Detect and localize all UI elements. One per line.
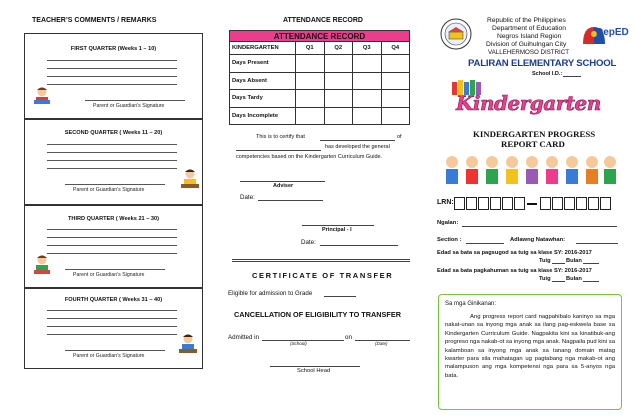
lrn-label: LRN:: [437, 199, 454, 206]
deped-logo-text: DepED: [596, 27, 629, 38]
column-header: Q4: [381, 42, 410, 55]
comment-line[interactable]: [47, 334, 177, 335]
table-row: [230, 55, 410, 73]
attendance-cell[interactable]: [324, 55, 353, 73]
attendance-cell[interactable]: [353, 107, 382, 125]
attendance-cell[interactable]: [324, 72, 353, 90]
lrn-digit-box[interactable]: [540, 197, 551, 210]
table-row: [230, 90, 410, 108]
birthday-label: Adlawng Natawhan:: [510, 237, 566, 243]
age-end-tuig: Tuig: [539, 276, 551, 282]
school-head-line[interactable]: [270, 366, 360, 367]
kindergarten-banner: Kindergarten: [456, 91, 601, 115]
parents-letter-box: [438, 294, 622, 410]
signature-line[interactable]: [65, 269, 165, 270]
letter-body: Ang progress report card nagpahibalo kaninyo sa mga nakat-unan sa inyong mga anak sa ilang pag-eskwela base sa Kindergarten Curriculum Guide. Nagpakita kini sa kinatibuk-ang progreso nga nakab-ot sa inyong mga anak. Nagpaila pud kini sa kalamboan sa inyong mga anak sa tanang domain matag kwarter para sila mahatagan ug pagtabang nga makab-ot ang malampuson ang mga kompetensi nga para sa 5-anyos nga bata.: [445, 314, 615, 379]
lrn-digit-box[interactable]: [454, 197, 465, 210]
attendance-cell[interactable]: [324, 107, 353, 125]
comment-line[interactable]: [47, 144, 177, 145]
birthday-line[interactable]: [576, 243, 618, 244]
attendance-cell[interactable]: [296, 107, 325, 125]
adviser-label: Adviser: [273, 183, 294, 189]
certify-line2: has developed the general: [325, 144, 390, 150]
lrn-digit-box[interactable]: [576, 197, 587, 210]
children-group-icon: [440, 152, 620, 192]
lrn-digit-box[interactable]: [564, 197, 575, 210]
comment-line[interactable]: [47, 229, 177, 230]
comment-line[interactable]: [47, 326, 177, 327]
column-header: KINDERGARTEN: [230, 42, 296, 55]
attendance-table-header: ATTENDANCE RECORD: [230, 31, 410, 42]
third-quarter-box: [24, 205, 203, 288]
lrn-digit-box[interactable]: [588, 197, 599, 210]
signature-line[interactable]: [65, 184, 165, 185]
lrn-digit-box[interactable]: [514, 197, 525, 210]
principal-label: Principal - I: [322, 227, 352, 233]
fourth-quarter-box: [24, 288, 203, 369]
age-start-bulan-line[interactable]: [583, 263, 599, 264]
comment-line[interactable]: [47, 68, 177, 69]
age-start-bulan: Bulan: [566, 258, 582, 264]
signature-line[interactable]: [65, 350, 165, 351]
admitted-label: Admitted in: [228, 334, 259, 341]
certify-line1-end: of: [397, 134, 402, 140]
report-title-line1: KINDERGARTEN PROGRESS: [473, 129, 596, 139]
section-line[interactable]: [466, 243, 504, 244]
teacher-comments-title: TEACHER’S COMMENTS / REMARKS: [32, 17, 157, 24]
comment-line[interactable]: [47, 152, 177, 153]
row-label: Days Incomplete: [230, 107, 296, 125]
comment-line[interactable]: [47, 160, 177, 161]
lrn-dash: [527, 203, 537, 205]
school-id-label: School I.D.:: [532, 71, 563, 77]
column-header: Q2: [324, 42, 353, 55]
grade-line[interactable]: [324, 296, 356, 297]
principal-signature-line[interactable]: [302, 225, 374, 226]
comment-line[interactable]: [47, 310, 177, 311]
report-title-line2: REPORT CARD: [501, 139, 565, 149]
attendance-cell[interactable]: [296, 72, 325, 90]
date-label: Date:: [240, 194, 255, 201]
divider: [232, 261, 410, 262]
republic-label: Republic of the Philippines: [487, 17, 566, 24]
parent-signature-label: Parent or Guardian’s Signature: [73, 272, 145, 278]
school-sub-label: (School): [290, 341, 307, 346]
first-quarter-box: [24, 33, 203, 119]
cancel-title: CANCELLATION OF ELIGIBILITY TO TRANSFER: [234, 310, 402, 319]
second-quarter-box: [24, 119, 203, 205]
region-label: Negros Island Region: [497, 33, 562, 40]
certify-line3: competencies based on the Kindergarten Curriculum Guide.: [236, 154, 383, 160]
school-seal-icon: [440, 18, 472, 50]
district-label: VALLEHERMOSO DISTRICT: [488, 49, 570, 56]
dept-label: Department of Education: [492, 25, 566, 32]
lrn-digit-box[interactable]: [466, 197, 477, 210]
attendance-table: [229, 30, 410, 125]
fourth-quarter-title: FOURTH QUARTER ( Weeks 31 – 40): [64, 297, 163, 303]
comment-line[interactable]: [47, 237, 177, 238]
attendance-title: ATTENDANCE RECORD: [283, 17, 363, 24]
eligible-label: Eligible for admission to Grade: [228, 290, 313, 297]
parent-signature-label: Parent or Guardian’s Signature: [93, 103, 165, 109]
lrn-digit-box[interactable]: [502, 197, 513, 210]
row-label: Days Tardy: [230, 90, 296, 108]
attendance-cell[interactable]: [381, 107, 410, 125]
lrn-digit-box[interactable]: [490, 197, 501, 210]
lrn-digit-box[interactable]: [478, 197, 489, 210]
lrn-digit-box[interactable]: [552, 197, 563, 210]
parent-signature-label: Parent or Guardian’s Signature: [73, 353, 145, 359]
attendance-cell[interactable]: [381, 72, 410, 90]
row-label: Days Absent: [230, 72, 296, 90]
parent-signature-label: Parent or Guardian’s Signature: [73, 187, 145, 193]
comment-line[interactable]: [47, 318, 177, 319]
signature-line[interactable]: [85, 100, 185, 101]
comment-line[interactable]: [47, 168, 177, 169]
age-end-label: Edad sa bata pagkahuman sa tuig sa klase SY: 2016-2017: [437, 268, 592, 274]
attendance-cell[interactable]: [381, 90, 410, 108]
attendance-cell[interactable]: [353, 72, 382, 90]
on-label: on: [345, 334, 352, 341]
row-label: Days Present: [230, 55, 296, 73]
adviser-signature-line[interactable]: [240, 181, 325, 182]
date2-line[interactable]: [320, 245, 398, 246]
kid-writing-icon: [179, 168, 201, 190]
column-header: Q3: [353, 42, 382, 55]
column-header: Q1: [296, 42, 325, 55]
kid-drawing-icon: [31, 254, 53, 276]
age-end-bulan-line[interactable]: [583, 281, 599, 282]
divider: [232, 259, 410, 260]
kid-reading-icon: [31, 86, 53, 108]
comment-line[interactable]: [47, 76, 177, 77]
name-label: Ngalan:: [437, 220, 459, 226]
age-start-tuig: Tuig: [539, 258, 551, 264]
first-quarter-title: FIRST QUARTER (Weeks 1 – 10): [70, 46, 157, 52]
section-label: Section :: [437, 237, 462, 243]
lrn-digit-box[interactable]: [600, 197, 611, 210]
comment-line[interactable]: [47, 84, 177, 85]
school-name: PALIRAN ELEMENTARY SCHOOL: [468, 58, 617, 69]
table-row: [230, 107, 410, 125]
kid-studying-icon: [177, 333, 199, 355]
letter-greeting: Sa mga Ginikanan:: [445, 301, 497, 307]
name-line[interactable]: [462, 226, 617, 227]
date-sub-label: (Date): [375, 341, 388, 346]
student-name-line[interactable]: [320, 140, 395, 141]
comment-line[interactable]: [47, 60, 177, 61]
attendance-cell[interactable]: [353, 90, 382, 108]
school-id-line[interactable]: [563, 76, 581, 77]
comment-line[interactable]: [47, 245, 177, 246]
date-line[interactable]: [258, 200, 323, 201]
school-name-line[interactable]: [236, 150, 321, 151]
age-start-label: Edad sa bata sa pagsugod sa tuig sa klase SY: 2016-2017: [437, 250, 592, 256]
third-quarter-title: THIRD QUARTER ( Weeks 21 – 30): [68, 216, 159, 222]
division-label: Division of Guihulngan City: [486, 41, 567, 48]
certify-line1-start: This is to certify that: [256, 134, 305, 140]
attendance-cell[interactable]: [324, 90, 353, 108]
attendance-cell[interactable]: [381, 55, 410, 73]
age-start-tuig-line[interactable]: [552, 263, 565, 264]
table-row: [230, 72, 410, 90]
transfer-title: CERTIFICATE OF TRANSFER: [252, 271, 394, 280]
attendance-cell[interactable]: [296, 55, 325, 73]
second-quarter-title: SECOND QUARTER ( Weeks 11 – 20): [64, 130, 163, 136]
date2-label: Date:: [301, 239, 316, 246]
school-head-label: School Head: [297, 368, 331, 374]
comment-line[interactable]: [47, 253, 177, 254]
attendance-cell[interactable]: [296, 90, 325, 108]
age-end-bulan: Bulan: [566, 276, 582, 282]
attendance-cell[interactable]: [353, 55, 382, 73]
age-end-tuig-line[interactable]: [552, 281, 565, 282]
